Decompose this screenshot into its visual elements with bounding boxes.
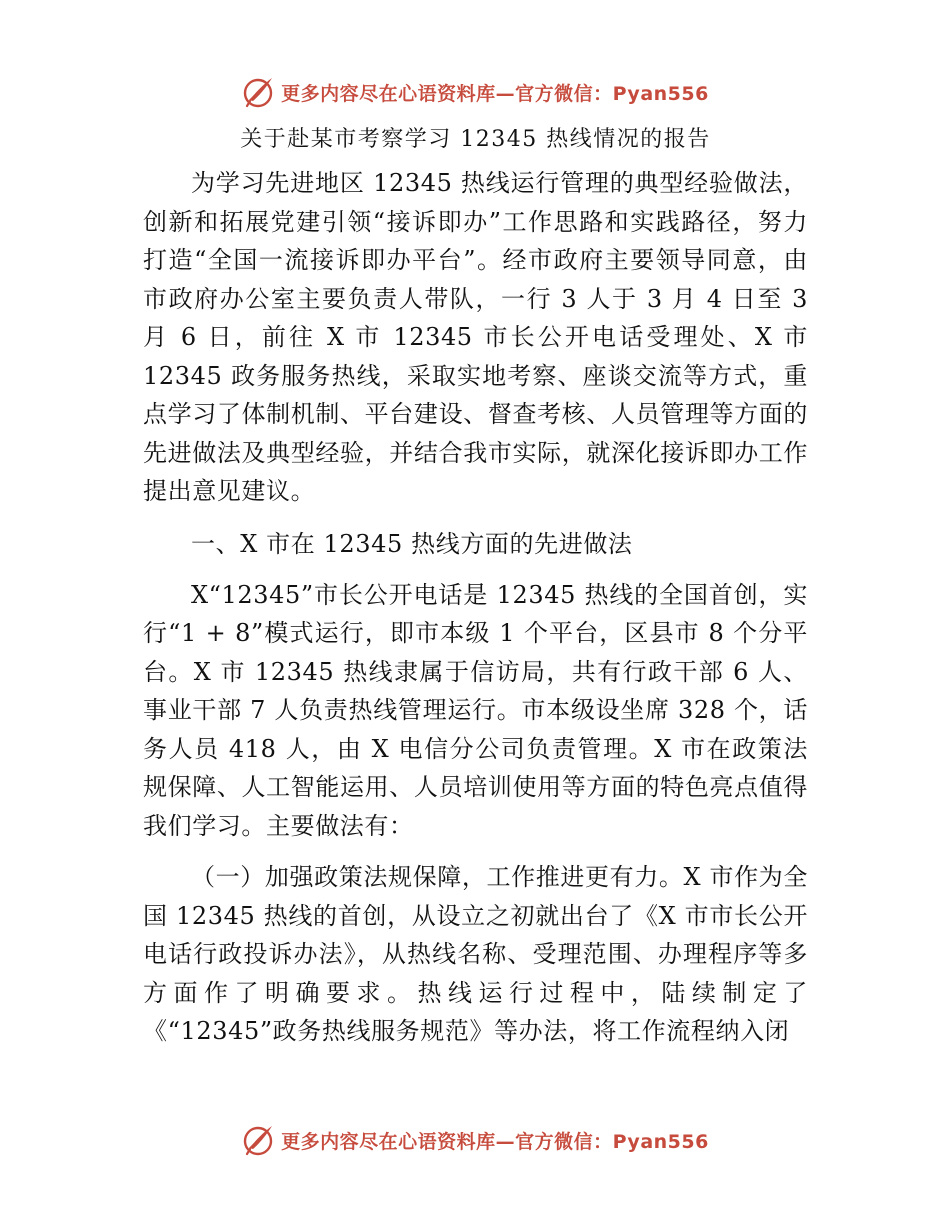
watermark-banner-top <box>0 72 950 112</box>
section-heading-1: 一、X 市在 12345 热线方面的先进做法 <box>191 529 633 558</box>
paragraph-policy: （一）加强政策法规保障，工作推进更有力。X 市作为全国 12345 热线的首创，从设立之初就出台了《X 市市长公开电话行政投诉办法》，从热线名称、受理范围、办理程序等多方面作了明确要求。热线运行过程中，陆续制定了《“12345”政务热线服务规范》等办法，将工作流程纳入闭 <box>143 863 808 1045</box>
watermark-text: 更多内容尽在心语资料库—官方微信：Pyan556 <box>281 82 709 105</box>
document-title: 关于赴某市考察学习 12345 热线情况的报告 <box>240 127 711 152</box>
watermark-banner-bottom <box>0 1120 950 1160</box>
paragraph-intro: 为学习先进地区 12345 热线运行管理的典型经验做法，创新和拓展党建引领“接诉即办”工作思路和实践路径，努力打造“全国一流接诉即办平台”。经市政府主要领导同意，由市政府办公室主要负责人带队，一行 3 人于 3 月 4 日至 3 月 6 日，前往 X 市 12345 市长公开电话受理处、X 市 12345 政务服务热线，采取实地考察、座谈交流等方式，重点学习了体制机制、平台建设、督查考核、人员管理等方面的先进做法及典型经验，并结合我市实际，就深化接诉即办工作提出意见建议。 <box>143 169 808 505</box>
quill-pen-icon <box>241 1122 277 1158</box>
watermark-text: 更多内容尽在心语资料库—官方微信：Pyan556 <box>281 1130 709 1153</box>
paragraph-overview: X“12345”市长公开电话是 12345 热线的全国首创，实行“1 + 8”模式运行，即市本级 1 个平台，区县市 8 个分平台。X 市 12345 热线隶属于信访局，共有行政干部 6 人、事业干部 7 人负责热线管理运行。市本级设坐席 328 个，话务人员 418 人，由 X 电信分公司负责管理。X 市在政策法规保障、人工智能运用、人员培训使用等方面的特色亮点值得我们学习。主要做法有： <box>143 580 808 840</box>
quill-pen-icon <box>241 74 277 110</box>
document-body <box>143 118 808 1064</box>
